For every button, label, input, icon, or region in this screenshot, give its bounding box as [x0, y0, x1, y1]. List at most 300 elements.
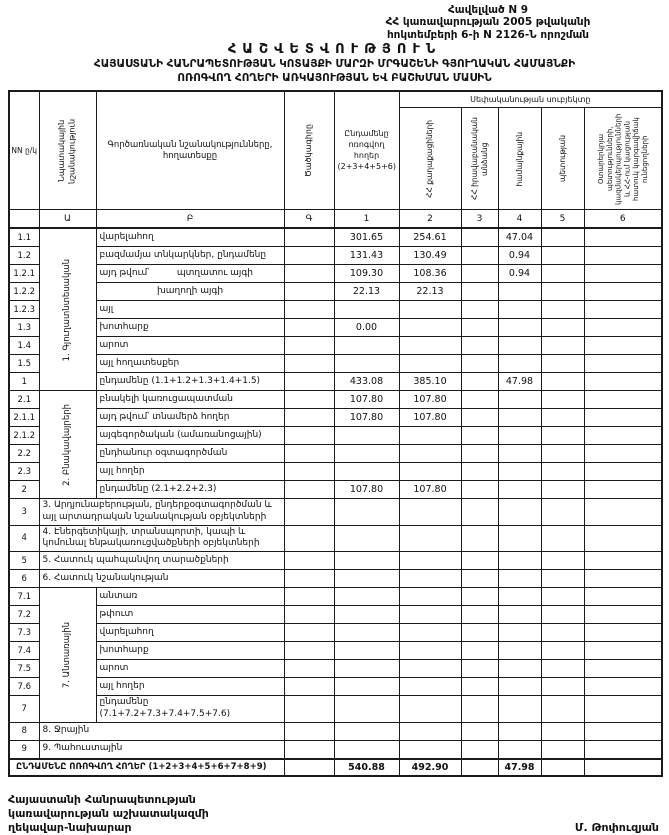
value-cell [399, 624, 461, 642]
table-row [9, 499, 662, 525]
row-label: ընդամենը (7.1+7.2+7.3+7.4+7.5+7.6) [96, 696, 284, 722]
row-number: 8 [9, 722, 39, 740]
value-cell [461, 624, 498, 642]
value-cell [584, 588, 662, 606]
value-cell [541, 552, 584, 570]
value-cell [461, 247, 498, 265]
value-cell [461, 642, 498, 660]
value-cell: 109.30 [334, 265, 399, 283]
value-cell [461, 427, 498, 445]
table-row [9, 247, 662, 265]
row-label: 8. Ջրային [39, 722, 284, 740]
value-cell [399, 588, 461, 606]
value-cell [461, 265, 498, 283]
row-number: 4 [9, 525, 39, 551]
value-cell: 540.88 [334, 759, 399, 776]
value-cell [584, 696, 662, 722]
row-number: 7.6 [9, 678, 39, 696]
value-cell [584, 427, 662, 445]
section-label [39, 228, 96, 391]
col-header-purpose [39, 91, 96, 210]
value-cell [334, 525, 399, 551]
value-cell [541, 759, 584, 776]
column-letter: Ա [39, 210, 96, 229]
row-number: 2.1.1 [9, 409, 39, 427]
code-cell [284, 481, 334, 499]
value-cell [498, 588, 541, 606]
code-cell [284, 391, 334, 409]
table-row [9, 337, 662, 355]
value-cell [461, 391, 498, 409]
col-header-citizens [399, 108, 461, 210]
col-header-citizens-text: ՀՀ քաղաքացիների [425, 120, 435, 198]
value-cell [334, 552, 399, 570]
code-cell [284, 570, 334, 588]
appendix-reference [313, 4, 663, 41]
row-label: ընդհանուր օգտագործման [96, 445, 284, 463]
value-cell [334, 722, 399, 740]
code-cell [284, 319, 334, 337]
value-cell [461, 499, 498, 525]
value-cell [399, 319, 461, 337]
table-row [9, 660, 662, 678]
row-number: 6 [9, 570, 39, 588]
section-label-text: 7. Անտառային [62, 622, 73, 688]
header-row-main [9, 91, 662, 108]
value-cell [334, 570, 399, 588]
value-cell [461, 337, 498, 355]
value-cell [541, 427, 584, 445]
code-cell [284, 606, 334, 624]
value-cell [498, 391, 541, 409]
row-number: 2.3 [9, 463, 39, 481]
value-cell [498, 481, 541, 499]
value-cell: 107.80 [334, 481, 399, 499]
row-label: ընդամենը (1.1+1.2+1.3+1.4+1.5) [96, 373, 284, 391]
value-cell [399, 552, 461, 570]
value-cell [584, 283, 662, 301]
row-label: ընդամենը (2.1+2.2+2.3) [96, 481, 284, 499]
row-number: 3 [9, 499, 39, 525]
value-cell [498, 660, 541, 678]
page-subtitle-subject: ՈՌՈԳՎՈՂ ՀՈՂԵՐԻ ԱՌԿԱՅՈՒԹՅԱՆ ԵՎ ԲԱՇԽՄԱՆ ՄԱՍԻՆ [0, 72, 669, 85]
row-label: խաղողի այգի [96, 283, 284, 301]
table-row [9, 696, 662, 722]
value-cell [498, 722, 541, 740]
value-cell [399, 678, 461, 696]
signature-block [8, 793, 659, 835]
row-label: անտառ [96, 588, 284, 606]
col-header-code-text: Ծածկագիրը [304, 124, 314, 177]
value-cell [399, 660, 461, 678]
row-number: 7.4 [9, 642, 39, 660]
value-cell: 433.08 [334, 373, 399, 391]
code-cell [284, 678, 334, 696]
column-letter: 4 [498, 210, 541, 229]
value-cell [461, 552, 498, 570]
code-cell [284, 283, 334, 301]
value-cell [584, 391, 662, 409]
value-cell [584, 409, 662, 427]
table-row [9, 355, 662, 373]
row-number: 2.1 [9, 391, 39, 409]
value-cell [584, 499, 662, 525]
value-cell: 107.80 [399, 481, 461, 499]
row-number: 1.4 [9, 337, 39, 355]
grand-total-label: ԸՆԴԱՄԵՆԸ ՈՌՈԳՎՈՂ ՀՈՂԵՐ (1+2+3+4+5+6+7+8+9) [9, 759, 284, 776]
value-cell [541, 740, 584, 759]
value-cell [541, 606, 584, 624]
page-title: ՀԱՇՎԵՏՎՈՒԹՅՈՒՆ [0, 42, 669, 57]
value-cell [498, 427, 541, 445]
value-cell [584, 624, 662, 642]
col-header-ownership-group: Սեփականության սուբյեկտը [399, 91, 662, 108]
table-row [9, 265, 662, 283]
value-cell [498, 283, 541, 301]
value-cell [541, 499, 584, 525]
value-cell [461, 301, 498, 319]
value-cell [334, 660, 399, 678]
code-cell [284, 588, 334, 606]
value-cell [584, 463, 662, 481]
row-label: 4. Էներգետիկայի, տրանսպորտի, կապի և կոմունալ ենթակառուցվածքների օբյեկտների [39, 525, 284, 551]
table-row [9, 552, 662, 570]
value-cell [334, 301, 399, 319]
value-cell [498, 606, 541, 624]
value-cell [584, 445, 662, 463]
value-cell [584, 373, 662, 391]
code-cell [284, 228, 334, 247]
table-row [9, 373, 662, 391]
value-cell [498, 409, 541, 427]
value-cell [334, 445, 399, 463]
row-label: վարելահող [96, 624, 284, 642]
value-cell [498, 624, 541, 642]
row-number: 1.3 [9, 319, 39, 337]
value-cell [584, 660, 662, 678]
report-table [8, 90, 663, 776]
column-letter: 3 [461, 210, 498, 229]
value-cell [541, 445, 584, 463]
row-label: 9. Պահուստային [39, 740, 284, 759]
value-cell: 107.80 [399, 409, 461, 427]
code-cell [284, 265, 334, 283]
value-cell [498, 696, 541, 722]
value-cell [498, 337, 541, 355]
column-letter: 1 [334, 210, 399, 229]
col-header-community-text: համայնքային [515, 132, 525, 187]
table-row [9, 624, 662, 642]
row-label: բազմամյա տնկարկներ, ընդամենը [96, 247, 284, 265]
row-number: 5 [9, 552, 39, 570]
value-cell [461, 696, 498, 722]
row-number: 9 [9, 740, 39, 759]
value-cell [584, 642, 662, 660]
code-cell [284, 525, 334, 551]
table-row [9, 409, 662, 427]
appendix-line: ՀՀ կառավարության 2005 թվականի [313, 16, 663, 28]
row-number: 2.1.2 [9, 427, 39, 445]
row-label-text: պտղատու այգի [100, 268, 281, 280]
value-cell [461, 445, 498, 463]
value-cell [399, 463, 461, 481]
table-row [9, 228, 662, 247]
col-header-foreign-text: Օտարերկրյա պետությունների, կազմակերպությունների և ՀՀ-ում կացության հատուկ կարգավիճակ ունեցողների [597, 111, 650, 207]
value-cell: 301.65 [334, 228, 399, 247]
value-cell [584, 337, 662, 355]
row-number: 1 [9, 373, 39, 391]
value-cell: 108.36 [399, 265, 461, 283]
value-cell [461, 463, 498, 481]
value-cell [584, 759, 662, 776]
table-row [9, 283, 662, 301]
column-letter: 2 [399, 210, 461, 229]
value-cell [584, 552, 662, 570]
value-cell [498, 355, 541, 373]
column-letter [9, 210, 39, 229]
table-row [9, 319, 662, 337]
row-label [96, 265, 284, 283]
footer-line: կառավարության աշխատակազմի [8, 807, 209, 821]
value-cell [498, 499, 541, 525]
value-cell: 47.04 [498, 228, 541, 247]
row-label: բնակելի կառուցապատման [96, 391, 284, 409]
row-number: 7.5 [9, 660, 39, 678]
table-row [9, 427, 662, 445]
row-number: 2 [9, 481, 39, 499]
row-label: այլ [96, 301, 284, 319]
value-cell: 47.98 [498, 759, 541, 776]
table-row [9, 588, 662, 606]
grand-total-row [9, 759, 662, 776]
value-cell [584, 678, 662, 696]
code-cell [284, 373, 334, 391]
value-cell: 0.00 [334, 319, 399, 337]
row-label: 3. Արդյունաբերության, ընդերքօգտագործման և այլ արտադրական նշանակության օբյեկտների [39, 499, 284, 525]
value-cell [399, 499, 461, 525]
value-cell [541, 525, 584, 551]
row-number: 7.2 [9, 606, 39, 624]
row-label: 6. Հատուկ նշանակության [39, 570, 284, 588]
value-cell: 492.90 [399, 759, 461, 776]
value-cell [584, 247, 662, 265]
row-number: 7 [9, 696, 39, 722]
code-cell [284, 463, 334, 481]
value-cell [584, 570, 662, 588]
value-cell [541, 696, 584, 722]
signatory-name: Մ. Թոփուզյան [575, 821, 659, 835]
code-cell [284, 499, 334, 525]
code-cell [284, 355, 334, 373]
value-cell [498, 525, 541, 551]
code-cell [284, 427, 334, 445]
table-row [9, 722, 662, 740]
value-cell [461, 660, 498, 678]
value-cell [584, 228, 662, 247]
value-cell [541, 265, 584, 283]
value-cell: 107.80 [399, 391, 461, 409]
value-cell [334, 337, 399, 355]
value-cell [461, 570, 498, 588]
value-cell [399, 355, 461, 373]
value-cell [541, 642, 584, 660]
value-cell [461, 722, 498, 740]
code-cell [284, 552, 334, 570]
value-cell [334, 624, 399, 642]
footer-line: ղեկավար-նախարար [8, 821, 209, 835]
value-cell [461, 355, 498, 373]
row-label: խոտհարք [96, 319, 284, 337]
table-row [9, 463, 662, 481]
row-number: 1.2.1 [9, 265, 39, 283]
row-label: խոտհարք [96, 642, 284, 660]
value-cell [584, 355, 662, 373]
value-cell [334, 463, 399, 481]
code-cell [284, 445, 334, 463]
value-cell [541, 283, 584, 301]
value-cell [584, 606, 662, 624]
table-row [9, 525, 662, 551]
col-header-total: Ընդամենը ոռոգվող հողեր (2+3+4+5+6) [334, 91, 399, 210]
value-cell: 47.98 [498, 373, 541, 391]
value-cell [541, 463, 584, 481]
table-row [9, 391, 662, 409]
code-cell [284, 696, 334, 722]
col-header-legal-entities-text: ՀՀ իրավաբանական անձանց [470, 111, 490, 207]
code-cell [284, 409, 334, 427]
value-cell [399, 570, 461, 588]
col-header-code [284, 91, 334, 210]
value-cell [461, 319, 498, 337]
row-number: 1.5 [9, 355, 39, 373]
code-cell [284, 660, 334, 678]
value-cell [541, 588, 584, 606]
row-label: այգեգործական (ամառանոցային) [96, 427, 284, 445]
code-cell [284, 740, 334, 759]
value-cell: 130.49 [399, 247, 461, 265]
row-label: այլ հողեր [96, 678, 284, 696]
row-label: այլ հողատեսքեր [96, 355, 284, 373]
footer-line: Հայաստանի Հանրապետության [8, 793, 209, 807]
code-cell [284, 301, 334, 319]
table-row [9, 481, 662, 499]
value-cell [334, 642, 399, 660]
value-cell: 107.80 [334, 409, 399, 427]
value-cell [584, 481, 662, 499]
appendix-line: Հավելված N 9 [313, 4, 663, 16]
row-label: թփուտ [96, 606, 284, 624]
value-cell [399, 722, 461, 740]
table-row [9, 678, 662, 696]
row-label: վարելահող [96, 228, 284, 247]
value-cell [541, 391, 584, 409]
section-label-text: 1. Գյուղատնտեսական [62, 259, 73, 361]
value-cell [541, 570, 584, 588]
value-cell [461, 606, 498, 624]
value-cell: 22.13 [399, 283, 461, 301]
col-header-legal-entities [461, 108, 498, 210]
table-row [9, 445, 662, 463]
code-cell [284, 642, 334, 660]
value-cell [334, 740, 399, 759]
row-number: 1.1 [9, 228, 39, 247]
row-number: 7.3 [9, 624, 39, 642]
value-cell [461, 740, 498, 759]
value-cell [399, 740, 461, 759]
col-header-community [498, 108, 541, 210]
value-cell [334, 499, 399, 525]
value-cell [334, 678, 399, 696]
code-cell [284, 722, 334, 740]
row-label: արոտ [96, 337, 284, 355]
value-cell [399, 445, 461, 463]
column-letter: Բ [96, 210, 284, 229]
col-header-purpose-text: Նպատակային նշանակություն [57, 96, 78, 206]
value-cell [541, 301, 584, 319]
value-cell [461, 409, 498, 427]
row-label: այլ հողեր [96, 463, 284, 481]
value-cell [334, 355, 399, 373]
value-cell [498, 740, 541, 759]
value-cell [541, 247, 584, 265]
row-number: 7.1 [9, 588, 39, 606]
table-row [9, 642, 662, 660]
value-cell [461, 481, 498, 499]
row-label: արոտ [96, 660, 284, 678]
value-cell [334, 427, 399, 445]
value-cell [399, 337, 461, 355]
value-cell [584, 722, 662, 740]
value-cell [541, 660, 584, 678]
value-cell [584, 525, 662, 551]
value-cell [541, 337, 584, 355]
row-label: 5. Հատուկ պահպանվող տարածքների [39, 552, 284, 570]
code-cell [284, 247, 334, 265]
signatory-title [8, 793, 209, 835]
row-number: 1.2.2 [9, 283, 39, 301]
column-letter: 5 [541, 210, 584, 229]
row-number: 1.2 [9, 247, 39, 265]
value-cell [541, 355, 584, 373]
value-cell [541, 722, 584, 740]
value-cell: 0.94 [498, 247, 541, 265]
section-label [39, 588, 96, 722]
value-cell [498, 445, 541, 463]
value-cell: 254.61 [399, 228, 461, 247]
code-cell [284, 759, 334, 776]
value-cell [334, 588, 399, 606]
col-header-number: NN ը/կ [9, 91, 39, 210]
col-header-foreign [584, 108, 662, 210]
row-label-prefix: այդ թվում՝ [100, 268, 150, 280]
value-cell [334, 696, 399, 722]
page-subtitle-community: ՀԱՅԱՍՏԱՆԻ ՀԱՆՐԱՊԵՏՈՒԹՅԱՆ ԿՈՏԱՅՔԻ ՄԱՐԶԻ ՄՐԳԱՇԵՆԻ ԳՅՈՒՂԱԿԱՆ ՀԱՄԱՅՆՔԻ [0, 58, 669, 71]
value-cell: 0.94 [498, 265, 541, 283]
table-row [9, 740, 662, 759]
value-cell [334, 606, 399, 624]
value-cell [584, 301, 662, 319]
section-label-text: 2. Բնակավայրերի [62, 404, 73, 486]
value-cell [541, 678, 584, 696]
section-label [39, 391, 96, 499]
value-cell [541, 373, 584, 391]
value-cell [498, 642, 541, 660]
value-cell [498, 570, 541, 588]
value-cell [498, 319, 541, 337]
appendix-line: հոկտեմբերի 6-ի N 2126-Ն որոշման [313, 29, 663, 41]
value-cell [399, 642, 461, 660]
value-cell [541, 319, 584, 337]
